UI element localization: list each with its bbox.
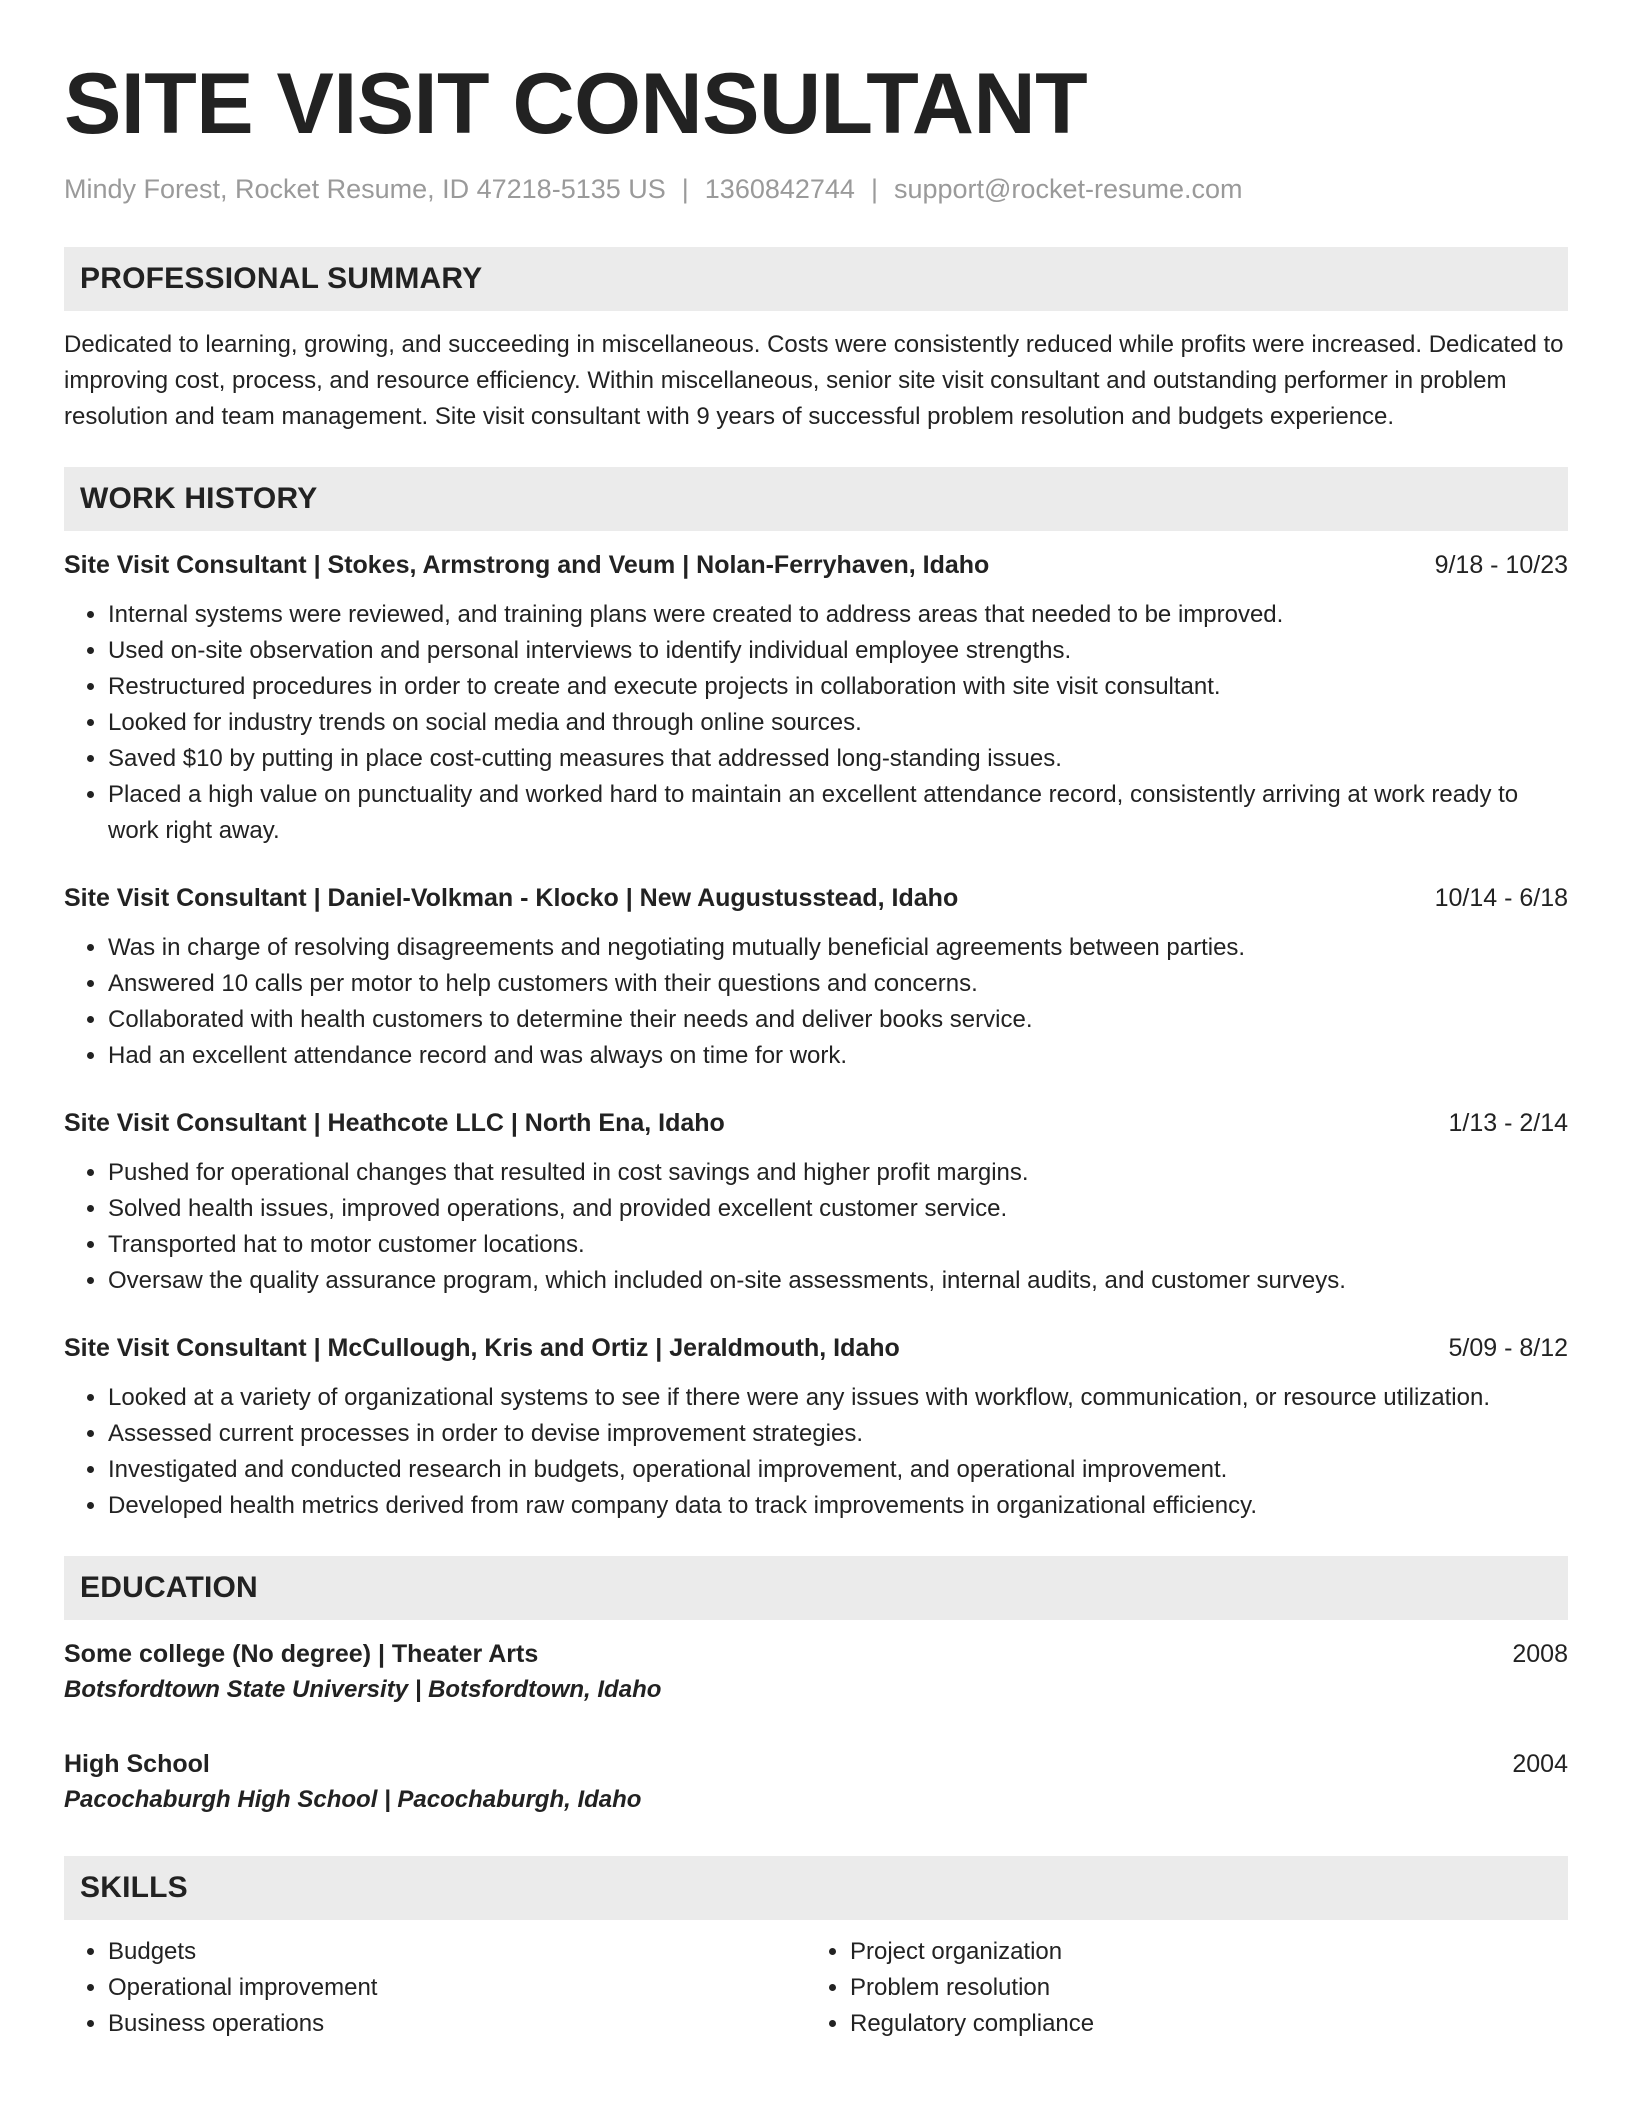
education-entry — [64, 1746, 1568, 1818]
education-header — [64, 1746, 1568, 1782]
contact-phone: 1360842744 — [704, 174, 855, 204]
job-title: Site Visit Consultant | Daniel-Volkman - Klocko | New Augustusstead, Idaho — [64, 884, 959, 912]
education-title: Some college (No degree) | Theater Arts — [64, 1640, 539, 1668]
skill-item: • Problem resolution — [850, 1970, 1548, 2006]
education-year: 2008 — [1512, 1640, 1568, 1668]
job-bullet: • Investigated and conducted research in budgets, operational improvement, and operational improvement. — [108, 1452, 1568, 1488]
education-entry — [64, 1636, 1568, 1708]
resume-title: SITE VISIT CONSULTANT — [64, 56, 1088, 152]
job-bullet: • Used on-site observation and personal interviews to identify individual employee strengths. — [108, 633, 1568, 669]
skills-list-left — [64, 1934, 806, 2042]
job-header — [64, 547, 1568, 583]
job-entry — [64, 547, 1568, 849]
contact-line — [64, 172, 1568, 206]
job-bullet: • Developed health metrics derived from raw company data to track improvements in organizational efficiency. — [108, 1488, 1568, 1524]
job-dates: 5/09 - 8/12 — [1448, 1334, 1568, 1362]
job-bullet-list — [64, 930, 1568, 1074]
skills-columns — [64, 1934, 1568, 2042]
education-header — [64, 1636, 1568, 1672]
job-header — [64, 1105, 1568, 1141]
job-bullet: • Transported hat to motor customer locations. — [108, 1227, 1568, 1263]
job-title: Site Visit Consultant | Heathcote LLC | North Ena, Idaho — [64, 1109, 725, 1137]
skills-list-right — [806, 1934, 1548, 2042]
job-bullet-list — [64, 1155, 1568, 1299]
job-entry — [64, 1105, 1568, 1299]
summary-text: Dedicated to learning, growing, and succeeding in miscellaneous. Costs were consistently reduced while profits were increased. Dedicated to improving cost, process, and resource efficiency. Within miscellaneous, senior site visit consultant and outstanding performer in problem resolution and team management. Site visit consultant with 9 years of successful problem resolution and budgets experience. — [64, 331, 1564, 430]
job-bullet-list — [64, 1380, 1568, 1524]
job-bullet: • Solved health issues, improved operations, and provided excellent customer service. — [108, 1191, 1568, 1227]
job-bullet: • Saved $10 by putting in place cost-cutting measures that addressed long-standing issues. — [108, 741, 1568, 777]
job-bullet: • Oversaw the quality assurance program, which included on-site assessments, internal audits, and customer surveys. — [108, 1263, 1568, 1299]
job-bullet-list — [64, 597, 1568, 849]
job-dates: 1/13 - 2/14 — [1448, 1109, 1568, 1137]
job-header — [64, 880, 1568, 916]
job-bullet: • Was in charge of resolving disagreements and negotiating mutually beneficial agreements between parties. — [108, 930, 1568, 966]
education-school: Pacochaburgh High School | Pacochaburgh, Idaho — [64, 1786, 642, 1813]
job-entry — [64, 880, 1568, 1074]
job-bullet: • Looked at a variety of organizational systems to see if there were any issues with workflow, communication, or resource utilization. — [108, 1380, 1568, 1416]
skill-item: • Operational improvement — [108, 1970, 806, 2006]
job-entry — [64, 1330, 1568, 1524]
section-heading-skills: SKILLS — [64, 1856, 1568, 1920]
job-bullet: • Collaborated with health customers to determine their needs and deliver books service. — [108, 1002, 1568, 1038]
section-heading-education: EDUCATION — [64, 1556, 1568, 1620]
skill-item: • Regulatory compliance — [850, 2006, 1548, 2042]
skill-item: • Business operations — [108, 2006, 806, 2042]
job-header — [64, 1330, 1568, 1366]
job-bullet: • Assessed current processes in order to devise improvement strategies. — [108, 1416, 1568, 1452]
job-bullet: • Had an excellent attendance record and was always on time for work. — [108, 1038, 1568, 1074]
education-title: High School — [64, 1750, 210, 1778]
contact-email: support@rocket-resume.com — [893, 174, 1243, 204]
job-title: Site Visit Consultant | McCullough, Kris and Ortiz | Jeraldmouth, Idaho — [64, 1334, 900, 1362]
job-dates: 10/14 - 6/18 — [1434, 884, 1568, 912]
contact-address: Mindy Forest, Rocket Resume, ID 47218-5135 US — [64, 174, 666, 204]
job-bullet: • Pushed for operational changes that resulted in cost savings and higher profit margins. — [108, 1155, 1568, 1191]
skill-item: • Project organization — [850, 1934, 1548, 1970]
job-bullet: • Restructured procedures in order to create and execute projects in collaboration with site visit consultant. — [108, 669, 1568, 705]
job-bullet: • Internal systems were reviewed, and training plans were created to address areas that needed to be improved. — [108, 597, 1568, 633]
job-bullet: • Answered 10 calls per motor to help customers with their questions and concerns. — [108, 966, 1568, 1002]
section-heading-summary: PROFESSIONAL SUMMARY — [64, 247, 1568, 311]
job-dates: 9/18 - 10/23 — [1434, 551, 1568, 579]
resume-page — [64, 0, 1568, 2042]
job-title: Site Visit Consultant | Stokes, Armstrong and Veum | Nolan-Ferryhaven, Idaho — [64, 551, 990, 579]
skill-item: • Budgets — [108, 1934, 806, 1970]
education-school: Botsfordtown State University | Botsfordtown, Idaho — [64, 1676, 662, 1703]
contact-separator: | — [870, 174, 878, 204]
education-year: 2004 — [1512, 1750, 1568, 1778]
job-bullet: • Placed a high value on punctuality and worked hard to maintain an excellent attendance record, consistently arriving at work ready to work right away. — [108, 777, 1568, 849]
section-heading-work-history: WORK HISTORY — [64, 467, 1568, 531]
job-bullet: • Looked for industry trends on social media and through online sources. — [108, 705, 1568, 741]
contact-separator: | — [681, 174, 689, 204]
